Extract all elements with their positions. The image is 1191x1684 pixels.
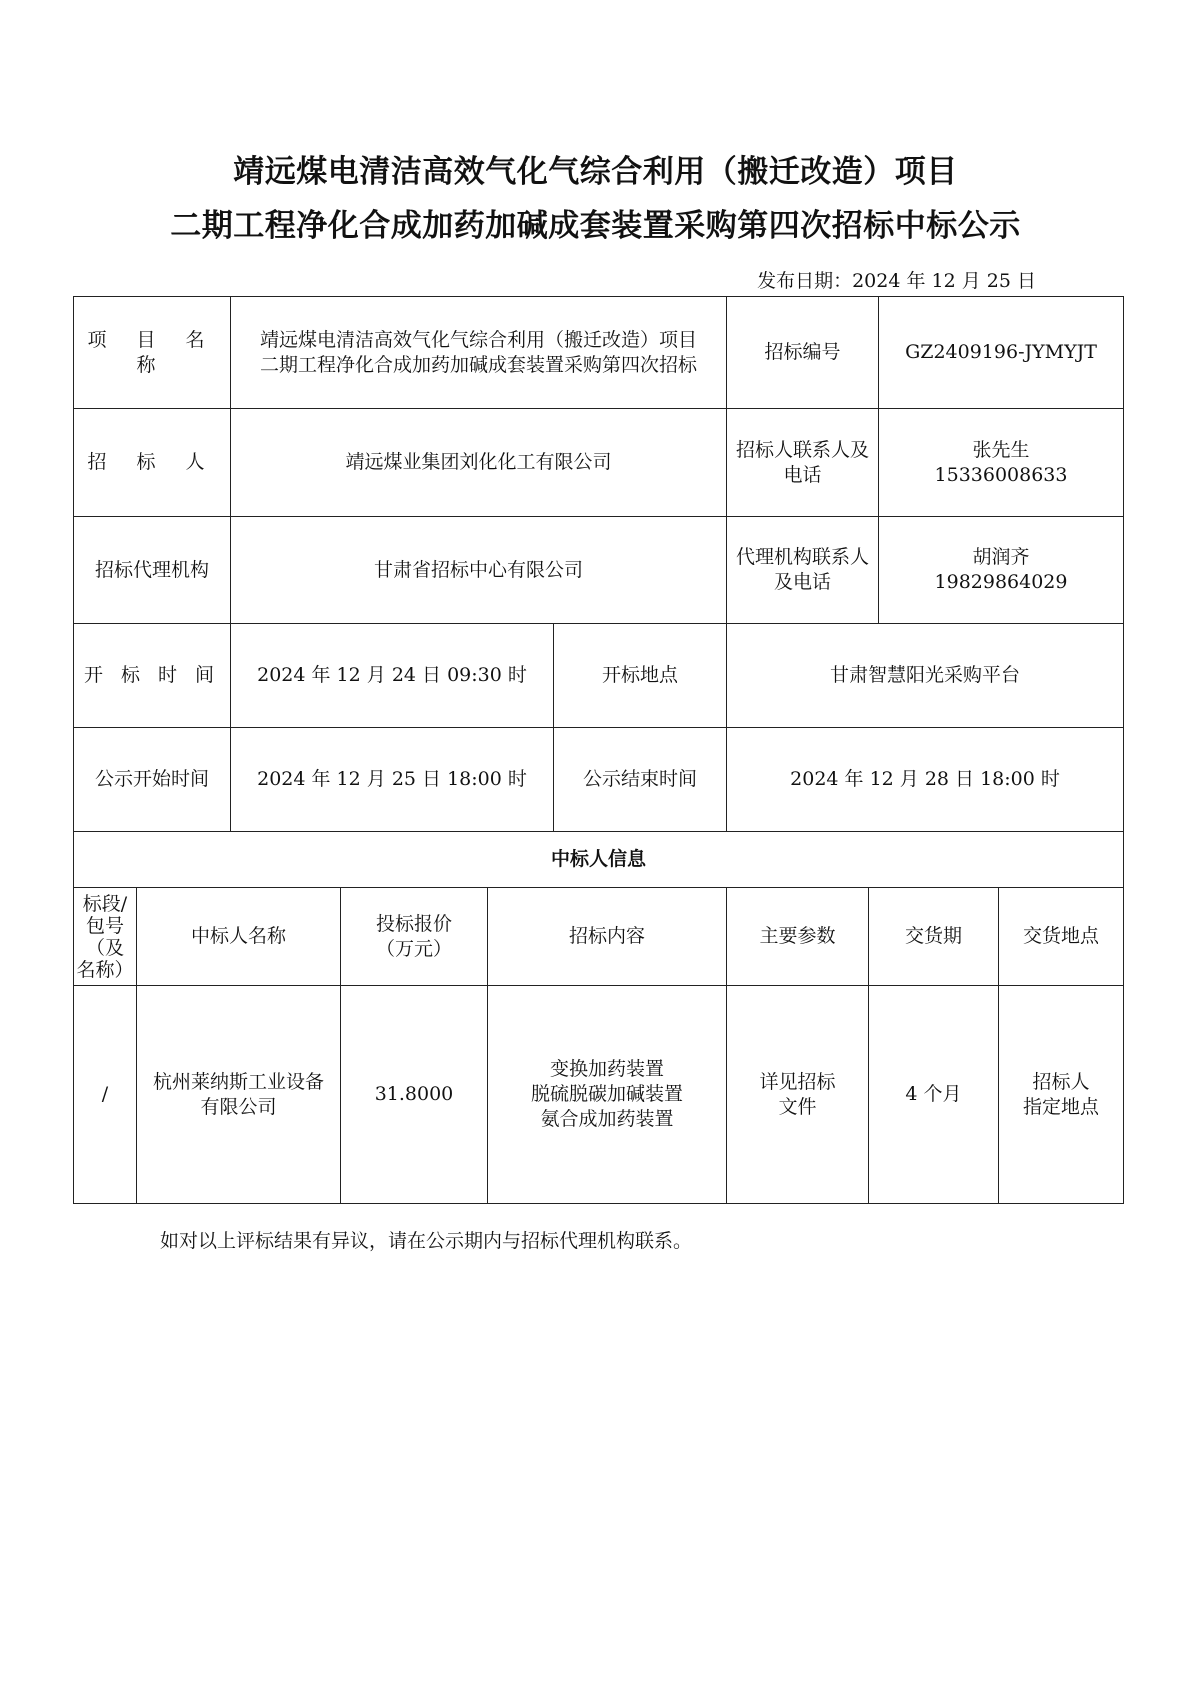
page-title-line2: 二期工程净化合成加药加碱成套装置采购第四次招标中标公示 — [170, 208, 1021, 244]
tenderer-contact-label — [727, 409, 879, 517]
bid-no-label: 招标编号 — [727, 297, 879, 409]
cell-lot: / — [74, 986, 137, 1204]
notice-end-value: 2024 年 12 月 28 日 18:00 时 — [727, 728, 1124, 832]
notice-end-label: 公示结束时间 — [554, 728, 727, 832]
page-title-line1: 靖远煤电清洁高效气化气综合利用（搬迁改造）项目 — [233, 154, 958, 190]
content-line2: 脱硫脱碳加碱装置 — [530, 1083, 683, 1105]
project-name-value — [231, 297, 727, 409]
tenderer-contact-label-line2: 电话 — [783, 463, 822, 486]
header-content: 招标内容 — [488, 888, 727, 986]
cell-params — [727, 986, 869, 1204]
header-price-line1: 投标报价 — [375, 912, 452, 935]
agency-value: 甘肃省招标中心有限公司 — [231, 517, 727, 624]
cell-winner-name — [137, 986, 341, 1204]
row-agency — [74, 517, 1124, 624]
header-price — [341, 888, 488, 986]
open-time-value: 2024 年 12 月 24 日 09:30 时 — [231, 624, 554, 728]
agency-contact-name: 胡润齐 — [972, 546, 1030, 568]
header-lot-line3: （及 — [85, 936, 124, 959]
tenderer-contact-label-line1: 招标人联系人及 — [736, 438, 870, 461]
delivery-place-line1: 招标人 — [1032, 1070, 1090, 1093]
tenderer-value: 靖远煤业集团刘化化工有限公司 — [231, 409, 727, 517]
row-tenderer — [74, 409, 1124, 517]
cell-content — [488, 986, 727, 1204]
open-place-label: 开标地点 — [554, 624, 727, 728]
row-open-time — [74, 624, 1124, 728]
header-name: 中标人名称 — [137, 888, 341, 986]
notice-start-label: 公示开始时间 — [74, 728, 231, 832]
agency-contact-label — [727, 517, 879, 624]
agency-contact-label-line1: 代理机构联系人 — [736, 546, 870, 568]
tenderer-label: 招 标 人 — [74, 409, 231, 517]
cell-delivery-place — [999, 986, 1124, 1204]
agency-label: 招标代理机构 — [74, 517, 231, 624]
open-time-label: 开 标 时 间 — [74, 624, 231, 728]
notice-start-value: 2024 年 12 月 25 日 18:00 时 — [231, 728, 554, 832]
cell-price: 31.8000 — [341, 986, 488, 1204]
header-delivery-period: 交货期 — [869, 888, 999, 986]
tenderer-contact-value — [879, 409, 1124, 517]
project-name-line2: 二期工程净化合成加药加碱成套装置采购第四次招标 — [260, 353, 698, 376]
footer-note: 如对以上评标结果有异议，请在公示期内与招标代理机构联系。 — [160, 1230, 693, 1252]
header-lot-line2: 包号 — [85, 914, 124, 937]
content-line3: 氨合成加药装置 — [540, 1108, 674, 1130]
winner-name-line2: 有限公司 — [200, 1095, 277, 1118]
winner-table-header — [74, 888, 1124, 986]
bid-info-table — [73, 296, 1124, 888]
cell-delivery-period: 4 个月 — [869, 986, 999, 1204]
header-lot-line1: 标段/ — [82, 892, 128, 915]
agency-contact-value — [879, 517, 1124, 624]
tenderer-contact-name: 张先生 — [972, 438, 1030, 461]
tenderer-contact-phone: 15336008633 — [934, 463, 1068, 486]
row-notice-period — [74, 728, 1124, 832]
header-delivery-place: 交货地点 — [999, 888, 1124, 986]
delivery-place-line2: 指定地点 — [1022, 1095, 1099, 1118]
table-row — [74, 986, 1124, 1204]
winner-name-line1: 杭州莱纳斯工业设备 — [152, 1070, 324, 1093]
project-name-label: 项 目 名 称 — [74, 297, 231, 409]
header-params: 主要参数 — [727, 888, 869, 986]
header-lot — [74, 888, 137, 986]
open-place-value: 甘肃智慧阳光采购平台 — [727, 624, 1124, 728]
winner-table — [73, 887, 1124, 1204]
project-name-line1: 靖远煤电清洁高效气化气综合利用（搬迁改造）项目 — [260, 328, 698, 351]
params-line2: 文件 — [778, 1095, 817, 1118]
publish-date: 发布日期：2024 年 12 月 25 日 — [757, 270, 1036, 292]
params-line1: 详见招标 — [759, 1070, 836, 1093]
bid-no-value: GZ2409196-JYMYJT — [879, 297, 1124, 409]
header-lot-line4: 名称） — [76, 958, 134, 981]
content-line1: 变换加药装置 — [549, 1058, 664, 1080]
winner-section-heading: 中标人信息 — [74, 832, 1124, 888]
agency-contact-label-line2: 及电话 — [774, 571, 832, 593]
header-price-line2: （万元） — [375, 937, 452, 960]
agency-contact-phone: 19829864029 — [934, 571, 1068, 593]
row-project-name — [74, 297, 1124, 409]
row-winner-section — [74, 832, 1124, 888]
